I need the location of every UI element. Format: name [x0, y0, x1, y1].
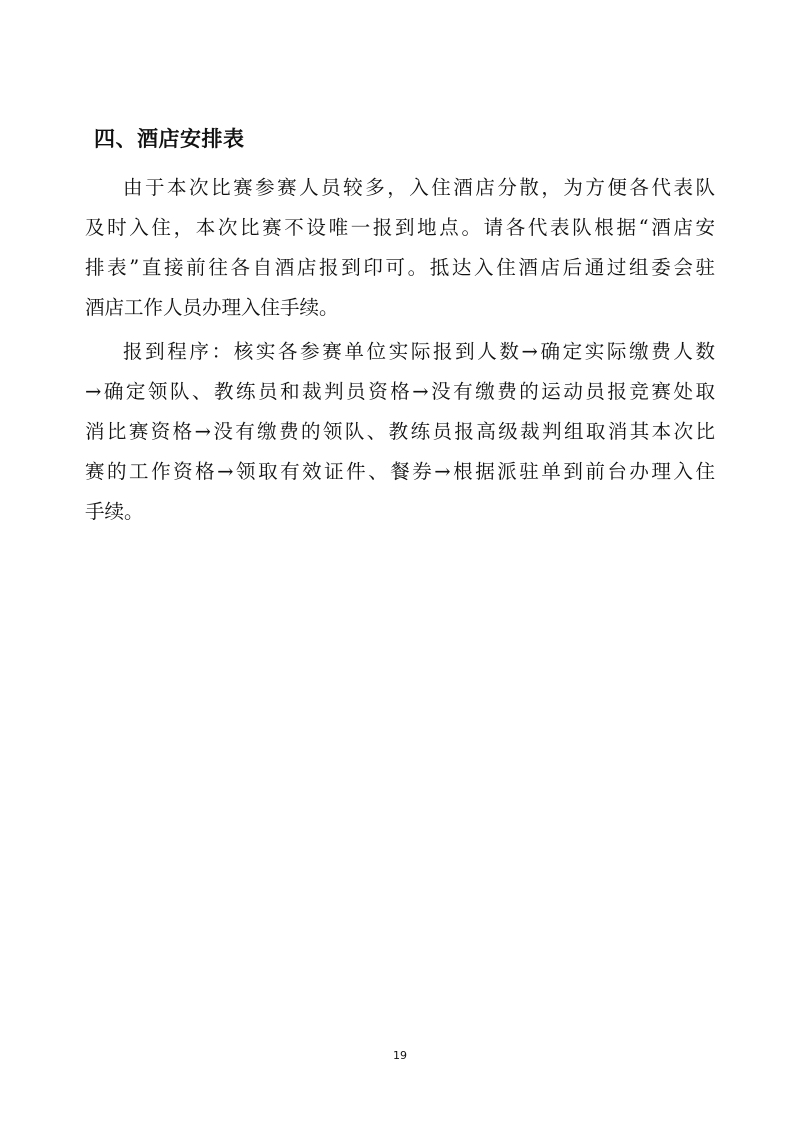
paragraph-line: 排表”直接前往各自酒店报到印可。抵达入住酒店后通过组委会驻: [85, 256, 715, 279]
paragraph-hotel-arrangement: [85, 168, 715, 328]
paragraph-line: 手续。: [85, 500, 144, 523]
document-body: [85, 168, 715, 532]
paragraph-line: 报到程序：核实各参赛单位实际报到人数→确定实际缴费人数: [123, 340, 715, 363]
page-number: 19: [393, 1049, 407, 1062]
paragraph-line: 酒店工作人员办理入住手续。: [85, 296, 339, 319]
section-heading: 四、酒店安排表: [94, 127, 245, 151]
paragraph-line: 赛的工作资格→领取有效证件、餐券→根据派驻单到前台办理入住: [85, 460, 715, 483]
paragraph-line: 由于本次比赛参赛人员较多，入住酒店分散，为方便各代表队: [123, 176, 715, 199]
paragraph-line: 及时入住，本次比赛不设唯一报到地点。请各代表队根据“酒店安: [85, 216, 715, 239]
paragraph-line: →确定领队、教练员和裁判员资格→没有缴费的运动员报竞赛处取: [85, 380, 715, 403]
paragraph-registration-procedure: [85, 332, 715, 532]
paragraph-line: 消比赛资格→没有缴费的领队、教练员报高级裁判组取消其本次比: [85, 420, 715, 443]
